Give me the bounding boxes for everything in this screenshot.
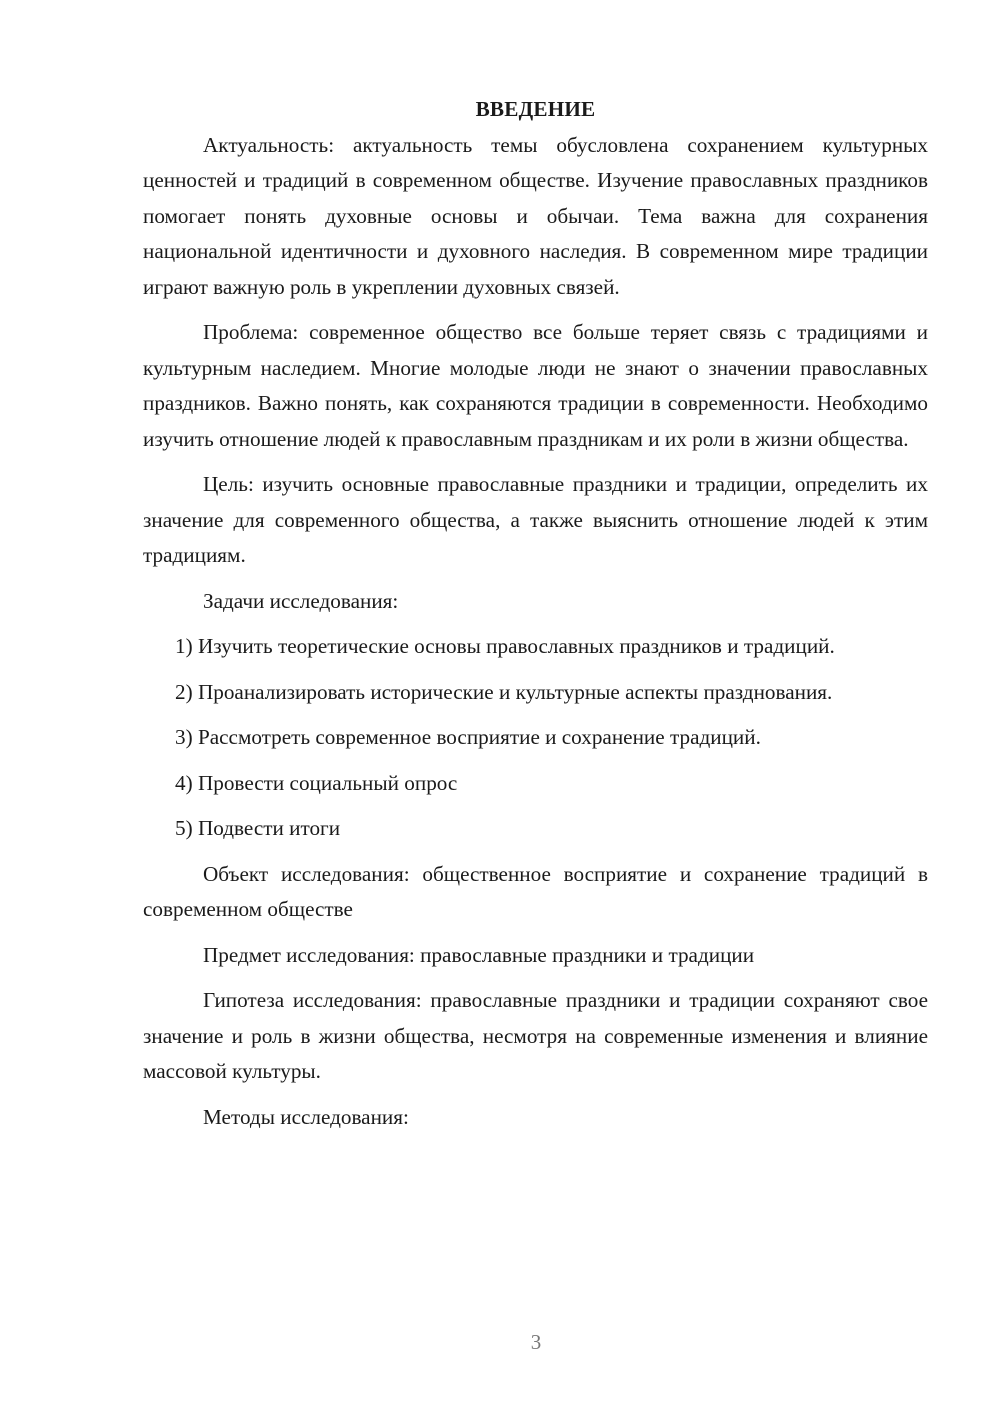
task-item: 5) Подвести итоги [175,816,341,840]
page-number: 3 [530,1330,542,1354]
tasks-heading: Задачи исследования: [203,588,399,613]
paragraph-problem: Проблема: современное общество все больше теряет связь с традициями и культурным наследием. Многие молодые люди не знают о значении православных праздников. Важно понять, как сохраняются традиции в современности. Необходимо изучить отношение людей к православным праздникам и их роли в жизни общества. [143,320,928,451]
paragraph-goal: Цель: изучить основные православные праздники и традиции, определить их значение для современного общества, а также выяснить отношение людей к этим традициям. [143,472,928,567]
task-item: 3) Рассмотреть современное восприятие и сохранение традиций. [175,725,761,749]
paragraph-subject: Предмет исследования: православные праздники и традиции [203,942,755,967]
section-title: ВВЕДЕНИЕ [475,97,596,121]
task-item: 2) Проанализировать исторические и культурные аспекты празднования. [175,679,833,704]
paragraph-hypothesis: Гипотеза исследования: православные праздники и традиции сохраняют свое значение и роль в жизни общества, несмотря на современные изменения и влияние массовой культуры. [143,988,928,1083]
page-content [143,92,928,1135]
task-item: 4) Провести социальный опрос [175,770,458,795]
paragraph-relevance: Актуальность: актуальность темы обусловлена сохранением культурных ценностей и традиций в современном обществе. Изучение православных праздников помогает понять духовные основы и обычаи. Тема важна для сохранения национальной идентичности и духовного наследия. В современном мире традиции играют важную роль в укреплении духовных связей. [143,132,928,299]
paragraph-object: Объект исследования: общественное восприятие и сохранение традиций в современном обществе [143,861,928,921]
paragraph-methods: Методы исследования: [203,1104,409,1129]
task-item: 1) Изучить теоретические основы православных праздников и традиций. [175,634,835,658]
